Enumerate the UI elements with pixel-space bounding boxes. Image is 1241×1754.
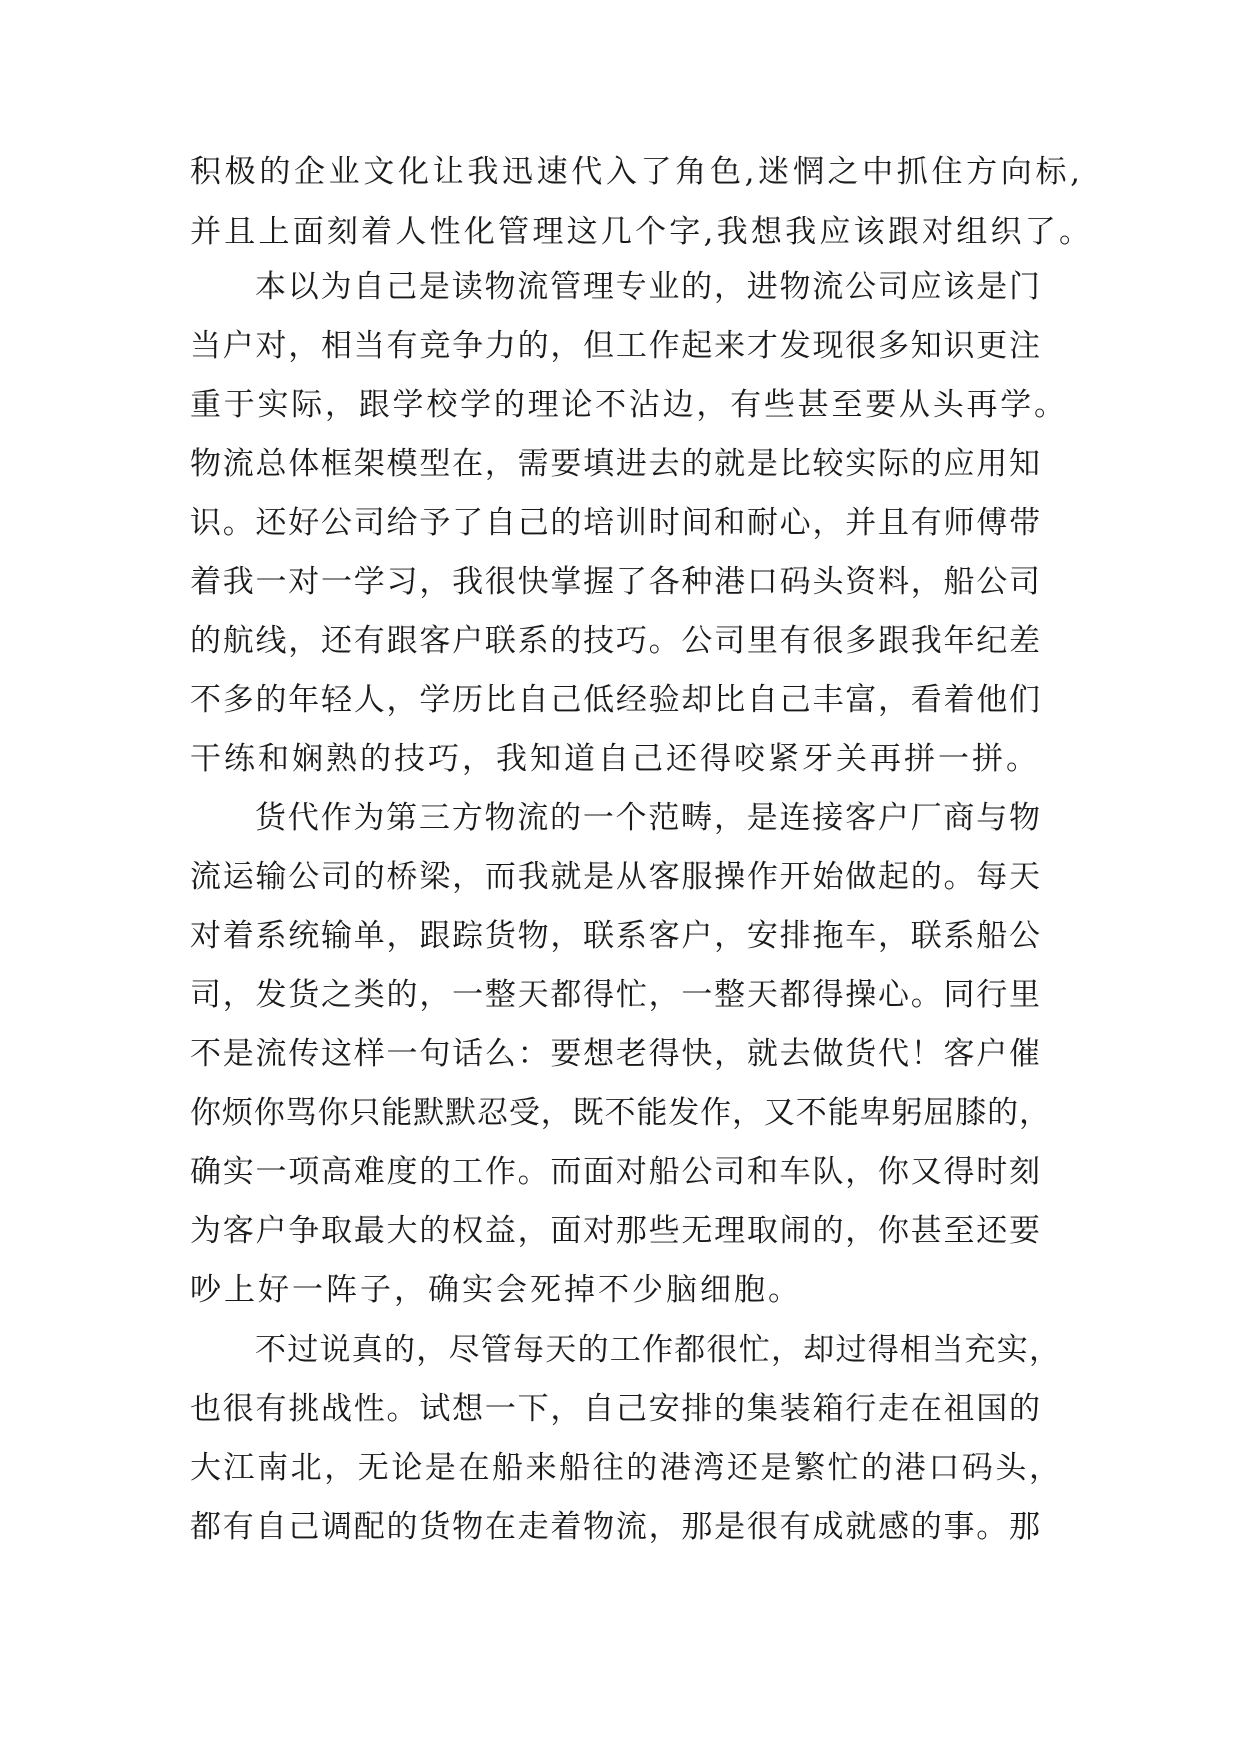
text-line: 大江南北，无论是在船来船往的港湾还是繁忙的港口码头， <box>190 1450 1060 1486</box>
text-line: 当户对，相当有竞争力的，但工作起来才发现很多知识更注 <box>190 328 1040 364</box>
text-line: 着我一对一学习，我很快掌握了各种港口码头资料，船公司 <box>190 564 1040 600</box>
text-line: 都有自己调配的货物在走着物流，那是很有成就感的事。那 <box>190 1509 1040 1545</box>
text-line: 物流总体框架模型在，需要填进去的就是比较实际的应用知 <box>190 446 1040 482</box>
text-line: 对着系统输单，跟踪货物，联系客户，安排拖车，联系船公 <box>190 918 1040 954</box>
text-line: 并且上面刻着人性化管理这几个字,我想我应该跟对组织了。 <box>190 214 1090 250</box>
text-line: 确实一项高难度的工作。而面对船公司和车队，你又得时刻 <box>190 1154 1040 1190</box>
text-line: 积极的企业文化让我迅速代入了角色,迷惘之中抓住方向标, <box>190 154 1080 190</box>
text-line: 货代作为第三方物流的一个范畴，是连接客户厂商与物 <box>255 800 1040 836</box>
text-line: 不是流传这样一句话么：要想老得快，就去做货代！客户催 <box>190 1036 1040 1072</box>
text-line: 为客户争取最大的权益，面对那些无理取闹的，你甚至还要 <box>190 1213 1040 1249</box>
text-line: 吵上好一阵子，确实会死掉不少脑细胞。 <box>190 1272 802 1308</box>
text-line: 你烦你骂你只能默默忍受，既不能发作，又不能卑躬屈膝的， <box>190 1095 1050 1131</box>
text-line: 也很有挑战性。试想一下，自己安排的集装箱行走在祖国的 <box>190 1391 1040 1427</box>
text-line: 司，发货之类的，一整天都得忙，一整天都得操心。同行里 <box>190 977 1040 1013</box>
text-line: 本以为自己是读物流管理专业的，进物流公司应该是门 <box>255 269 1040 305</box>
text-line: 的航线，还有跟客户联系的技巧。公司里有很多跟我年纪差 <box>190 623 1040 659</box>
text-line: 不过说真的，尽管每天的工作都很忙，却过得相当充实， <box>255 1332 1060 1368</box>
text-line: 识。还好公司给予了自己的培训时间和耐心，并且有师傅带 <box>190 505 1040 541</box>
text-line: 干练和娴熟的技巧，我知道自己还得咬紧牙关再拼一拼。 <box>190 741 1040 777</box>
text-line: 重于实际，跟学校学的理论不沾边，有些甚至要从头再学。 <box>190 387 1065 423</box>
text-line: 流运输公司的桥梁，而我就是从客服操作开始做起的。每天 <box>190 859 1040 895</box>
text-line: 不多的年轻人，学历比自己低经验却比自己丰富，看着他们 <box>190 682 1040 718</box>
